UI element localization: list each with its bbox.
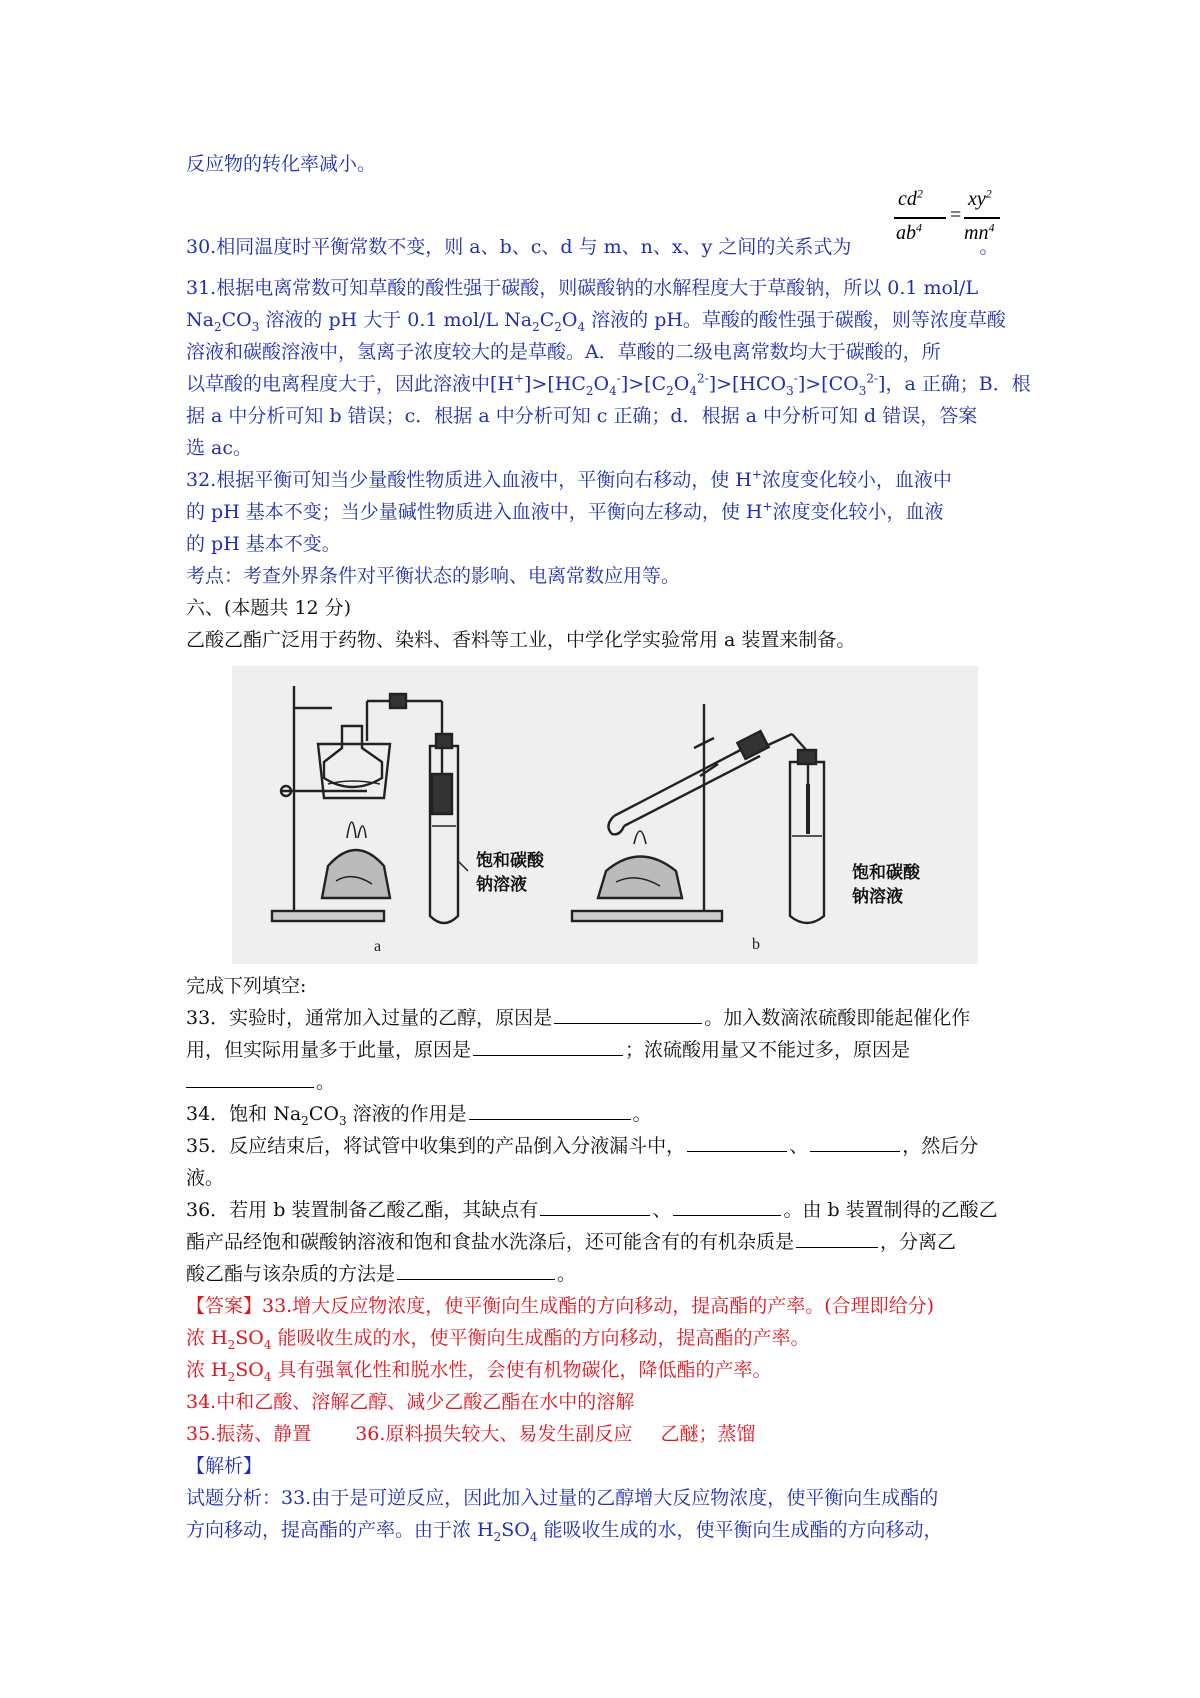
text-line: 方向移动，提高酯的产率。由于浓 $H_2SO_4$ 能吸收生成的水，使平衡向生成酯的方向移动， bbox=[186, 1519, 943, 1544]
answer-blank[interactable] bbox=[554, 1005, 702, 1024]
answer-blank[interactable] bbox=[796, 1229, 878, 1248]
figure-label-b: b bbox=[752, 936, 760, 953]
text-line: 32.根据平衡可知当少量酸性物质进入血液中，平衡向右移动，使 H+浓度变化较小，血液中 bbox=[186, 467, 952, 491]
text-line: 35．反应结束后，将试管中收集到的产品倒入分液漏斗中， 、 ，然后分 bbox=[186, 1135, 979, 1157]
text-line: 以草酸的电离程度大于，因此溶液中$[H^+]>[HC_2O_4^-]>[C_2O_4^{2-}]>[HCO_3^-]>[CO_3^{2-}]$，a 正确；B．根 bbox=[186, 371, 1031, 398]
figure-label-a: a bbox=[374, 938, 382, 955]
solution-label-b: 饱和碳酸 钠溶液 bbox=[852, 863, 920, 907]
text-line: 选 ac。 bbox=[186, 437, 253, 459]
formula-rhs-numerator: $xy^2$ bbox=[968, 186, 992, 210]
answer-blank[interactable] bbox=[397, 1261, 555, 1280]
text-line: 31.根据电离常数可知草酸的酸性强于碳酸，则碳酸钠的水解程度大于草酸钠，所以 0.1 mol/L bbox=[186, 277, 979, 299]
answer-line: 【答案】33.增大反应物浓度，使平衡向生成酯的方向移动，提高酯的产率。(合理即给分) bbox=[186, 1295, 935, 1317]
text-line: 的 pH 基本不变；当少量碱性物质进入血液中，平衡向左移动，使 H+浓度变化较小，血液 bbox=[186, 499, 944, 523]
answer-blank[interactable] bbox=[540, 1197, 650, 1216]
answer-blank[interactable] bbox=[469, 1101, 631, 1120]
text-line: 液。 bbox=[186, 1167, 225, 1189]
fraction-bar bbox=[964, 217, 1000, 219]
text-line: 。 bbox=[186, 1068, 335, 1096]
section-heading: 【解析】 bbox=[186, 1455, 263, 1477]
text-line: 33．实验时，通常加入过量的乙醇，原因是 。加入数滴浓硫酸即能起催化作 bbox=[186, 1007, 971, 1029]
equals-sign: = bbox=[950, 204, 962, 226]
text-line: 酯产品经饱和碳酸钠溶液和饱和食盐水洗涤后，还可能含有的有机杂质是 ，分离乙 bbox=[186, 1231, 957, 1253]
text-line: 30.相同温度时平衡常数不变，则 a、b、c、d 与 m、n、x、y 之间的关系式为 。 bbox=[186, 236, 999, 258]
section-heading: 六、(本题共 12 分) bbox=[186, 597, 352, 619]
answer-blank[interactable] bbox=[687, 1133, 787, 1152]
text-line: 反应物的转化率减小。 bbox=[186, 153, 377, 175]
apparatus-figure bbox=[232, 666, 978, 964]
answer-blank[interactable] bbox=[473, 1037, 623, 1056]
answer-blank[interactable] bbox=[186, 1069, 314, 1088]
text-line: 用，但实际用量多于此量，原因是 ；浓硫酸用量又不能过多，原因是 bbox=[186, 1039, 911, 1061]
text-line: 试题分析：33.由于是可逆反应，因此加入过量的乙醇增大反应物浓度，使平衡向生成酯的 bbox=[186, 1487, 939, 1509]
formula-rhs-denominator: $mn^4$ bbox=[964, 220, 995, 244]
answer-blank[interactable] bbox=[673, 1197, 781, 1216]
text-line: 酸乙酯与该杂质的方法是 。 bbox=[186, 1263, 577, 1285]
answer-blank[interactable] bbox=[810, 1133, 900, 1152]
answer-line: 浓 $H_2SO_4$ 具有强氧化性和脱水性，会使有机物碳化，降低酯的产率。 bbox=[186, 1359, 772, 1384]
fraction-bar bbox=[894, 217, 946, 219]
text-line: 考点：考查外界条件对平衡状态的影响、电离常数应用等。 bbox=[186, 565, 681, 587]
text-line: 乙酸乙酯广泛用于药物、染料、香料等工业，中学化学实验常用 a 装置来制备。 bbox=[186, 629, 856, 651]
text-line: 溶液和碳酸溶液中，氢离子浓度较大的是草酸。A．草酸的二级电离常数均大于碳酸的，所 bbox=[186, 341, 941, 363]
text-line: 36．若用 b 装置制备乙酸乙酯，其缺点有 、 。由 b 装置制得的乙酸乙 bbox=[186, 1199, 998, 1221]
answer-line: 浓 $H_2SO_4$ 能吸收生成的水，使平衡向生成酯的方向移动，提高酯的产率。 bbox=[186, 1327, 810, 1352]
text-line: 据 a 中分析可知 b 错误；c．根据 a 中分析可知 c 正确；d．根据 a 中分析可知 d 错误，答案 bbox=[186, 405, 978, 427]
text-line: 完成下列填空: bbox=[186, 975, 307, 997]
formula-lhs-denominator: $ab^4$ bbox=[896, 220, 922, 244]
text-line: 34．饱和 $Na_2CO_3$ 溶液的作用是 。 bbox=[186, 1103, 652, 1128]
answer-line: 35.振荡、静置 36.原料损失较大、易发生副反应 乙醚；蒸馏 bbox=[186, 1423, 756, 1445]
answer-line: 34.中和乙酸、溶解乙醇、减少乙酸乙酯在水中的溶解 bbox=[186, 1391, 635, 1413]
apparatus-diagram bbox=[232, 666, 978, 964]
text-line: 的 pH 基本不变。 bbox=[186, 533, 341, 555]
text-line: $Na_2CO_3$ 溶液的 pH 大于 0.1 mol/L $Na_2C_2O_4$ 溶液的 pH。草酸的酸性强于碳酸，则等浓度草酸 bbox=[186, 309, 1006, 334]
solution-label-a: 饱和碳酸 钠溶液 bbox=[476, 851, 544, 895]
formula-lhs-numerator: $cd^2$ bbox=[898, 186, 923, 210]
